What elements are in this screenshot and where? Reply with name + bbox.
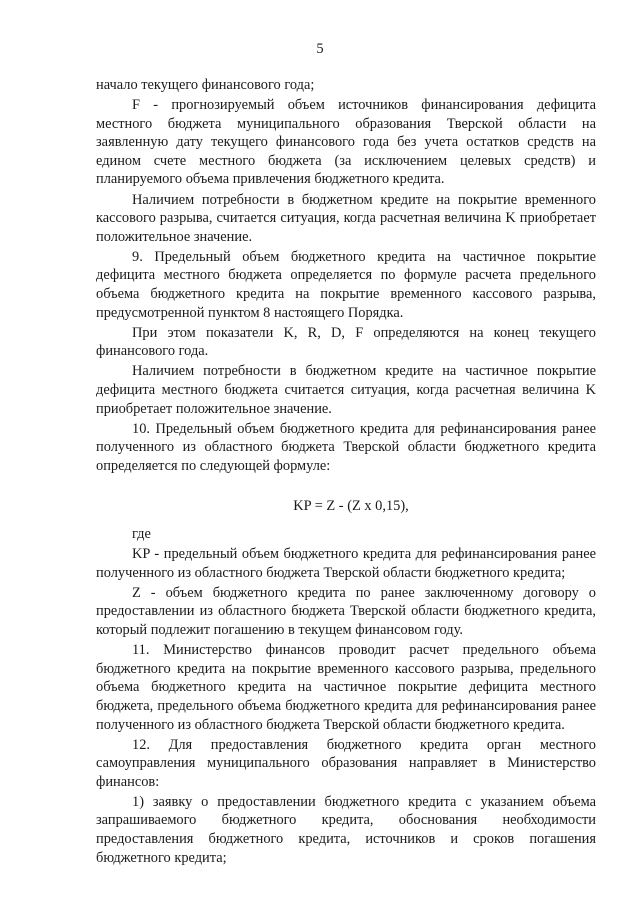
paragraph: Z - объем бюджетного кредита по ранее заключенному договору о предоставлении из областного бюджета Тверской области бюджетного кредита, который подлежит погашению в текущем финансовом году.: [96, 584, 596, 639]
paragraph: 11. Министерство финансов проводит расчет предельного объема бюджетного кредита на покрытие временного кассового разрыва, предельного объема бюджетного кредита на частичное покрытие дефицита местного бюджета, предельного объема бюджетного кредита для рефинансирования ранее полученного из областного бюджета Тверской области бюджетного кредита.: [96, 642, 596, 733]
paragraph: 9. Предельный объем бюджетного кредита на частичное покрытие дефицита местного бюджета определяется по формуле расчета предельного объема бюджетного кредита на покрытие временного кассового разрыва, предусмотренной пунктом 8 настоящего Порядка.: [96, 248, 596, 321]
page-number: 5: [316, 41, 324, 57]
formula-where-label: где: [132, 526, 151, 543]
paragraph: KP - предельный объем бюджетного кредита для рефинансирования ранее полученного из областного бюджета Тверской области бюджетного кредита;: [96, 546, 596, 581]
paragraph: начало текущего финансового года;: [96, 77, 315, 93]
formula: KP = Z - (Z x 0,15),: [293, 498, 409, 515]
paragraph: 12. Для предоставления бюджетного кредита орган местного самоуправления муниципального образования направляет в Министерство финансов:: [96, 736, 596, 790]
paragraph: 1) заявку о предоставлении бюджетного кредита с указанием объема запрашиваемого бюджетного кредита, обоснования необходимости предоставления бюджетного кредита, источников и сроков погашения бюджетного кредита;: [96, 793, 596, 866]
paragraph: Наличием потребности в бюджетном кредите на покрытие временного кассового разрыва, считается ситуация, когда расчетная величина K приобретает положительное значение.: [96, 191, 596, 245]
document-body: [96, 76, 596, 869]
paragraph: Наличием потребности в бюджетном кредите на частичное покрытие дефицита местного бюджета считается ситуация, когда расчетная величина K приобретает положительное значение.: [96, 363, 596, 417]
paragraph: F - прогнозируемый объем источников финансирования дефицита местного бюджета муниципального образования Тверской области на заявленную дату текущего финансового года без учета остатков средств на едином счете местного бюджета (за исключением целевых средств) и планируемого объема привлечения бюджетного кредита.: [96, 97, 596, 188]
paragraph: При этом показатели K, R, D, F определяются на конец текущего финансового года.: [96, 324, 596, 360]
paragraph: 10. Предельный объем бюджетного кредита для рефинансирования ранее полученного из областного бюджета Тверской области бюджетного кредита определяется по следующей формуле:: [96, 420, 596, 474]
